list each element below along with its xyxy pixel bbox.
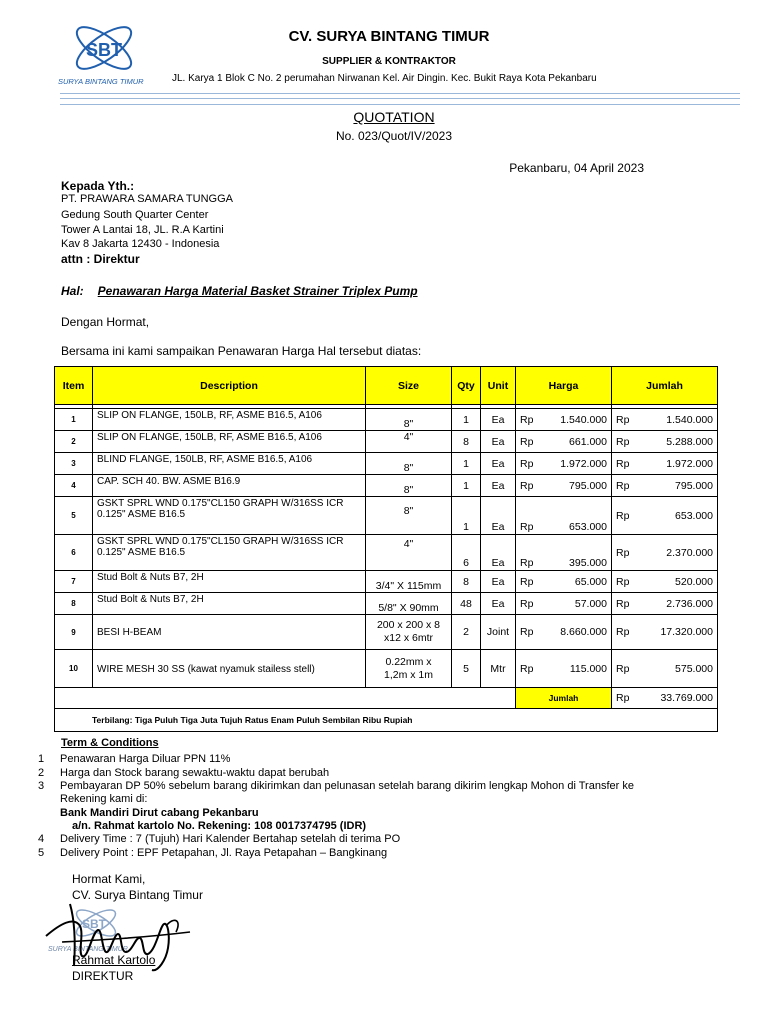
currency-label: Rp — [520, 521, 534, 533]
row-size: 8" — [366, 409, 452, 431]
currency-label: Rp — [520, 479, 534, 492]
row-qty: 1 — [452, 409, 481, 431]
row-qty: 2 — [452, 615, 481, 650]
row-price — [516, 535, 612, 571]
currency-label: Rp — [520, 413, 534, 426]
signer-title: DIREKTUR — [72, 969, 134, 983]
header-price: Harga — [516, 367, 612, 405]
row-description: GSKT SPRL WND 0.175"CL150 GRAPH W/316SS ICR 0.125" ASME B16.5 — [93, 535, 366, 571]
currency-label: Rp — [616, 575, 630, 588]
row-total — [612, 497, 718, 535]
currency-label: Rp — [520, 575, 534, 588]
row-total — [612, 593, 718, 615]
total-label: Jumlah — [516, 688, 612, 709]
row-description: WIRE MESH 30 SS (kawat nyamuk stailess stell) — [93, 650, 366, 688]
header-unit: Unit — [481, 367, 516, 405]
row-price — [516, 615, 612, 650]
table-row — [55, 535, 718, 571]
row-description: CAP. SCH 40. BW. ASME B16.9 — [93, 475, 366, 497]
term-number: 1 — [38, 753, 45, 765]
row-total — [612, 571, 718, 593]
table-row — [55, 593, 718, 615]
row-number: 5 — [55, 497, 93, 535]
header-rule — [60, 93, 740, 94]
term-item — [38, 833, 400, 845]
row-unit: Ea — [481, 453, 516, 475]
currency-label: Rp — [520, 557, 534, 569]
table-header-row — [55, 367, 718, 405]
stamp-logo-text: SBT — [82, 917, 106, 931]
total-row-blank — [55, 688, 516, 709]
price-value: 395.000 — [569, 557, 607, 569]
row-total — [612, 409, 718, 431]
header-description: Description — [93, 367, 366, 405]
row-qty: 6 — [452, 535, 481, 571]
row-number: 1 — [55, 409, 93, 431]
subject-text: Penawaran Harga Material Basket Strainer Triplex Pump — [97, 284, 418, 298]
row-price — [516, 409, 612, 431]
row-number: 7 — [55, 571, 93, 593]
row-unit: Ea — [481, 497, 516, 535]
row-price — [516, 497, 612, 535]
term-continuation: Rekening kami di: — [60, 793, 148, 805]
header-rule — [60, 104, 740, 105]
row-unit: Joint — [481, 615, 516, 650]
price-value: 57.000 — [574, 597, 607, 610]
row-number: 9 — [55, 615, 93, 650]
currency-label: Rp — [616, 626, 630, 638]
table-row — [55, 431, 718, 453]
currency-label: Rp — [616, 597, 630, 610]
table-row — [55, 615, 718, 650]
recipient-line: Gedung South Quarter Center — [61, 209, 209, 221]
logo-caption: SURYA BINTANG TIMUR — [58, 77, 144, 86]
term-number: 5 — [38, 847, 45, 859]
grand-total-value: 33.769.000 — [660, 692, 713, 704]
company-name: CV. SURYA BINTANG TIMUR — [288, 28, 490, 45]
recipient-line: Tower A Lantai 18, JL. R.A Kartini — [61, 224, 224, 236]
row-price — [516, 475, 612, 497]
table-row — [55, 453, 718, 475]
total-value: 1.540.000 — [666, 413, 713, 426]
currency-label: Rp — [616, 546, 630, 559]
closing-company: CV. Surya Bintang Timur — [72, 888, 203, 902]
total-value: 575.000 — [675, 662, 713, 675]
recipient-line: PT. PRAWARA SAMARA TUNGGA — [61, 193, 233, 205]
row-unit: Ea — [481, 571, 516, 593]
row-total — [612, 453, 718, 475]
header-rule — [60, 98, 740, 99]
row-total — [612, 650, 718, 688]
price-value: 795.000 — [569, 479, 607, 492]
row-description: BLIND FLANGE, 150LB, RF, ASME B16.5, A106 — [93, 453, 366, 475]
term-number: 3 — [38, 780, 45, 792]
row-description: SLIP ON FLANGE, 150LB, RF, ASME B16.5, A106 — [93, 409, 366, 431]
total-value: 520.000 — [675, 575, 713, 588]
row-description: SLIP ON FLANGE, 150LB, RF, ASME B16.5, A106 — [93, 431, 366, 453]
currency-label: Rp — [520, 435, 534, 448]
total-value: 2.370.000 — [666, 546, 713, 559]
currency-label: Rp — [520, 626, 534, 638]
table-row — [55, 571, 718, 593]
currency-label: Rp — [616, 692, 630, 704]
row-unit: Ea — [481, 535, 516, 571]
size-line: 1,2m x 1m — [383, 668, 433, 681]
header-item: Item — [55, 367, 93, 405]
price-value: 8.660.000 — [560, 626, 607, 638]
row-qty: 1 — [452, 475, 481, 497]
greeting: Dengan Hormat, — [61, 315, 150, 329]
row-qty: 8 — [452, 571, 481, 593]
row-qty: 5 — [452, 650, 481, 688]
term-text: Delivery Point : EPF Petapahan, Jl. Raya Petapahan – Bangkinang — [60, 847, 388, 859]
term-item — [38, 847, 387, 859]
row-size: 8" — [366, 453, 452, 475]
closing-text: Hormat Kami, — [72, 872, 146, 886]
total-value: 795.000 — [675, 479, 713, 492]
price-value: 1.540.000 — [560, 413, 607, 426]
table-row — [55, 650, 718, 688]
currency-label: Rp — [520, 457, 534, 470]
price-value: 1.972.000 — [560, 457, 607, 470]
row-total — [612, 431, 718, 453]
size-line: 200 x 200 x 8 — [376, 619, 441, 631]
currency-label: Rp — [616, 479, 630, 492]
intro-text: Bersama ini kami sampaikan Penawaran Harga Hal tersebut diatas: — [61, 344, 422, 358]
total-row — [55, 688, 718, 709]
amount-in-words: Terbilang: Tiga Puluh Tiga Juta Tujuh Ratus Enam Puluh Sembilan Ribu Rupiah — [55, 709, 718, 732]
currency-label: Rp — [520, 662, 534, 675]
size-line: x12 x 6mtr — [383, 632, 433, 644]
row-unit: Ea — [481, 409, 516, 431]
row-number: 4 — [55, 475, 93, 497]
row-number: 3 — [55, 453, 93, 475]
row-description: Stud Bolt & Nuts B7, 2H — [93, 593, 366, 615]
row-price — [516, 593, 612, 615]
row-size — [366, 650, 452, 688]
row-total — [612, 615, 718, 650]
bank-name: Bank Mandiri Dirut cabang Pekanbaru — [60, 807, 259, 819]
row-price — [516, 431, 612, 453]
term-number: 2 — [38, 767, 45, 779]
row-size — [366, 615, 452, 650]
signer-name: Rahmat Kartolo — [72, 953, 156, 967]
row-description: Stud Bolt & Nuts B7, 2H — [93, 571, 366, 593]
price-value: 661.000 — [569, 435, 607, 448]
price-value: 65.000 — [574, 575, 607, 588]
grand-total — [612, 688, 718, 709]
row-size: 4" — [366, 431, 452, 453]
term-item — [38, 780, 634, 792]
total-value: 1.972.000 — [666, 457, 713, 470]
recipient-line: Kav 8 Jakarta 12430 - Indonesia — [61, 238, 220, 250]
row-size: 4" — [366, 535, 452, 571]
table-row — [55, 475, 718, 497]
total-value: 17.320.000 — [660, 626, 713, 638]
currency-label: Rp — [616, 457, 630, 470]
row-qty: 48 — [452, 593, 481, 615]
row-unit: Ea — [481, 431, 516, 453]
terbilang-row — [55, 709, 718, 732]
table-row — [55, 409, 718, 431]
price-value: 115.000 — [569, 662, 607, 675]
row-size: 5/8" X 90mm — [366, 593, 452, 615]
price-value: 653.000 — [569, 521, 607, 533]
row-unit: Ea — [481, 475, 516, 497]
subject-label: Hal: — [61, 284, 84, 298]
stamp-logo-caption: SURYA BINTANG TIMUR — [48, 946, 128, 953]
term-number: 4 — [38, 833, 45, 845]
header-size: Size — [366, 367, 452, 405]
row-size: 8" — [366, 497, 452, 535]
term-text: Delivery Time : 7 (Tujuh) Hari Kalender Bertahap setelah di terima PO — [60, 833, 401, 845]
row-description: BESI H-BEAM — [93, 615, 366, 650]
terms-title: Term & Conditions — [61, 737, 159, 749]
total-value: 5.288.000 — [666, 435, 713, 448]
document-number: No. 023/Quot/IV/2023 — [335, 129, 453, 143]
currency-label: Rp — [616, 413, 630, 426]
total-value: 2.736.000 — [666, 597, 713, 610]
logo-text: SBT — [86, 40, 122, 60]
row-number: 2 — [55, 431, 93, 453]
row-size: 8" — [366, 475, 452, 497]
quotation-table — [54, 366, 718, 732]
term-text: Pembayaran DP 50% sebelum barang dikirimkan dan pelunasan setelah barang dikirim lengkap Mohon di Transfer ke — [60, 780, 634, 792]
recipient-label: Kepada Yth.: — [61, 179, 135, 193]
header-qty: Qty — [452, 367, 481, 405]
currency-label: Rp — [520, 597, 534, 610]
row-number: 10 — [55, 650, 93, 688]
subject-line — [61, 284, 418, 298]
company-tagline: SUPPLIER & KONTRAKTOR — [322, 56, 456, 67]
row-number: 6 — [55, 535, 93, 571]
term-item — [38, 767, 329, 779]
currency-label: Rp — [616, 662, 630, 675]
row-size: 3/4" X 115mm — [366, 571, 452, 593]
row-unit: Mtr — [481, 650, 516, 688]
term-text: Penawaran Harga Diluar PPN 11% — [60, 753, 231, 765]
row-unit: Ea — [481, 593, 516, 615]
row-qty: 1 — [452, 497, 481, 535]
row-description: GSKT SPRL WND 0.175"CL150 GRAPH W/316SS ICR 0.125" ASME B16.5 — [93, 497, 366, 535]
total-value: 653.000 — [675, 509, 713, 522]
recipient-attn: attn : Direktur — [61, 252, 140, 266]
document-date: Pekanbaru, 04 April 2023 — [509, 161, 644, 175]
row-qty: 8 — [452, 431, 481, 453]
currency-label: Rp — [616, 509, 630, 522]
row-price — [516, 571, 612, 593]
table-row — [55, 497, 718, 535]
row-price — [516, 453, 612, 475]
row-price — [516, 650, 612, 688]
size-line: 0.22mm x — [385, 655, 432, 668]
bank-account: a/n. Rahmat kartolo No. Rekening: 108 0017374795 (IDR) — [72, 820, 367, 832]
company-address: JL. Karya 1 Blok C No. 2 perumahan Nirwanan Kel. Air Dingin. Kec. Bukit Raya Kota Pekanbaru — [172, 73, 597, 84]
row-qty: 1 — [452, 453, 481, 475]
currency-label: Rp — [616, 435, 630, 448]
header-total: Jumlah — [612, 367, 718, 405]
row-number: 8 — [55, 593, 93, 615]
document-title: QUOTATION — [353, 109, 435, 125]
term-text: Harga dan Stock barang sewaktu-waktu dapat berubah — [60, 767, 330, 779]
term-item — [38, 753, 230, 765]
row-total — [612, 535, 718, 571]
row-total — [612, 475, 718, 497]
